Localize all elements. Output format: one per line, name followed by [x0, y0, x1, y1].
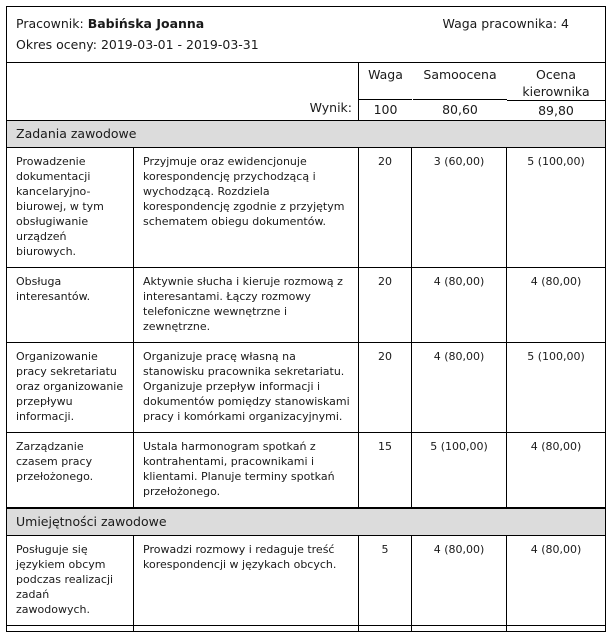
- score-columns: [359, 63, 605, 120]
- description-cell: Przyjmuje oraz ewidencjonuje korespondencję przychodzącą i wychodzącą. Rozdziela korespondencję zgodnie z przyjętym schematem obiegu dokumentów.: [134, 148, 359, 267]
- manager-rating-cell: 5 (100,00): [527, 350, 585, 363]
- employee-weight: Waga pracownika: 4: [442, 16, 569, 31]
- table-row: [7, 268, 605, 343]
- manager-rating-cell: 5 (100,00): [527, 155, 585, 168]
- employee-row: [16, 13, 596, 34]
- table-row-partial-cell: [134, 626, 359, 631]
- result-label: Wynik:: [309, 100, 352, 115]
- description-cell: Organizuje pracę własną na stanowisku pracownika sekretariatu. Organizuje przepływ informacji i dokumentów pomiędzy stanowiskami pracy i komórkami organizacyjnymi.: [134, 343, 359, 432]
- table-row: [7, 148, 605, 268]
- section-header: Zadania zawodowe: [7, 120, 605, 148]
- self-rating-cell: 3 (60,00): [412, 148, 507, 267]
- weight-cell: 20: [359, 268, 412, 342]
- description-cell: Prowadzi rozmowy i redaguje treść korespondencji w językach obcych.: [134, 536, 359, 625]
- score-column-value: 80,60: [413, 99, 507, 120]
- task-cell: Prowadzenie dokumentacji kancelaryjno-biurowej, w tym obsługiwanie urządzeń biurowych.: [7, 148, 134, 267]
- self-rating-cell: 5 (100,00): [412, 433, 507, 507]
- task-cell: Obsługa interesantów.: [7, 268, 134, 342]
- task-cell: Posługuje się językiem obcym podczas realizacji zadań zawodowych.: [7, 536, 134, 625]
- self-rating-cell: 4 (80,00): [412, 268, 507, 342]
- period-row: [16, 34, 596, 55]
- table-row-partial: [7, 626, 605, 631]
- score-column-samoocena: [412, 63, 507, 120]
- score-column-waga: [359, 63, 412, 120]
- score-column-title: Samoocena: [423, 67, 497, 82]
- manager-rating-cell: 4 (80,00): [530, 440, 582, 453]
- table-row-partial-cell: [507, 626, 605, 631]
- score-column-value: 89,80: [507, 100, 605, 121]
- evaluation-sheet: [6, 6, 606, 632]
- sections-container: [7, 120, 605, 631]
- score-header: [7, 62, 605, 120]
- score-column-title: Ocena kierownika: [522, 67, 590, 99]
- period-label: Okres oceny:: [16, 37, 97, 52]
- weight-cell: 15: [359, 433, 412, 507]
- manager-rating-cell: 4 (80,00): [530, 275, 582, 288]
- table-row: [7, 536, 605, 626]
- self-rating-cell: 4 (80,00): [412, 343, 507, 432]
- task-cell: Zarządzanie czasem pracy przełożonego.: [7, 433, 134, 507]
- description-cell: Aktywnie słucha i kieruje rozmową z interesantami. Łączy rozmowy telefoniczne wewnętrzne i zewnętrzne.: [134, 268, 359, 342]
- task-cell: Organizowanie pracy sekretariatu oraz organizowanie przepływu informacji.: [7, 343, 134, 432]
- table-row-partial-cell: [7, 626, 134, 631]
- table-row: [7, 343, 605, 433]
- weight-cell: 20: [359, 343, 412, 432]
- weight-cell: 20: [359, 148, 412, 267]
- manager-rating-cell: 4 (80,00): [530, 543, 582, 556]
- table-row-partial-cell: [412, 626, 507, 631]
- description-cell: Ustala harmonogram spotkań z kontrahentami, pracownikami i klientami. Planuje terminy spotkań przełożonego.: [134, 433, 359, 507]
- score-header-left: [7, 63, 359, 120]
- score-column-title: Waga: [368, 67, 403, 82]
- table-row-partial-cell: [359, 626, 412, 631]
- section-header: Umiejętności zawodowe: [7, 508, 605, 536]
- score-column-ocena-kierownika: [507, 63, 605, 120]
- self-rating-cell: 4 (80,00): [412, 536, 507, 625]
- employee-meta-block: [7, 7, 605, 62]
- table-row: [7, 433, 605, 508]
- employee-line: [16, 13, 204, 34]
- score-column-value: 100: [359, 99, 412, 120]
- period-line: [16, 34, 259, 55]
- period-value: 2019-03-01 - 2019-03-31: [100, 37, 259, 52]
- employee-label: Pracownik:: [16, 16, 84, 31]
- weight-cell: 5: [359, 536, 412, 625]
- employee-name: Babińska Joanna: [87, 16, 205, 31]
